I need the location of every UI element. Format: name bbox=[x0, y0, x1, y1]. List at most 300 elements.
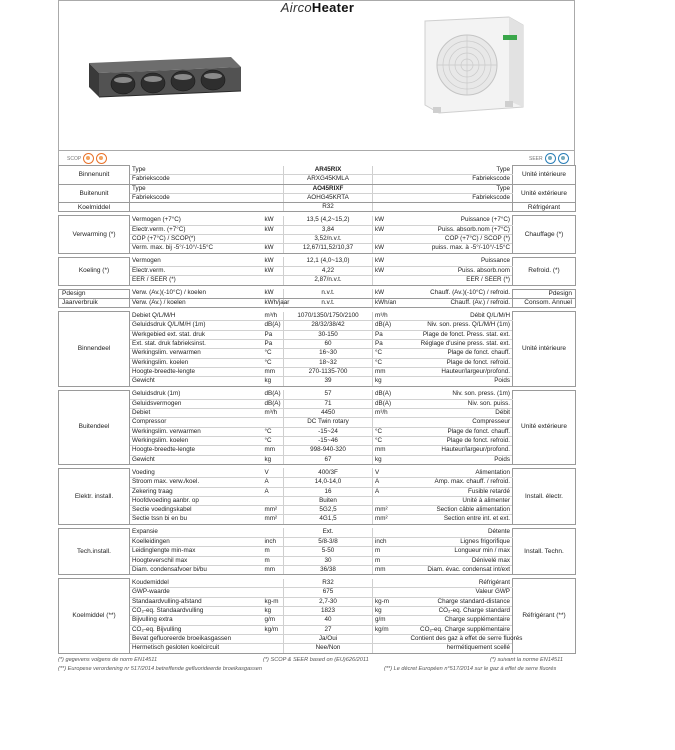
group-label-nl: Elektr. install. bbox=[59, 468, 130, 524]
param-name-nl: Hoogte-breedte-lengte bbox=[130, 446, 263, 455]
param-name-nl: Verm. max. bij -5°/-10°/-15°C bbox=[130, 244, 263, 253]
spec-row bbox=[59, 257, 576, 266]
spec-row bbox=[59, 579, 576, 588]
spec-row bbox=[59, 193, 576, 202]
unit-right: dB(A) bbox=[373, 390, 409, 399]
spec-row bbox=[59, 616, 576, 625]
footnote-1: (*) gegevens volgens de norm EN14511 bbox=[58, 657, 158, 663]
unit-right bbox=[373, 235, 409, 244]
param-name-nl: Compressor bbox=[130, 418, 263, 427]
unit-left: mm bbox=[263, 367, 284, 376]
param-name-fr: Puiss. absorb.nom (+7°C) bbox=[409, 225, 513, 234]
brand-part-1: Airco bbox=[280, 0, 312, 15]
param-name-fr: Charge standard-distance bbox=[409, 597, 513, 606]
value: 60 bbox=[284, 340, 373, 349]
param-name-fr: Plage de fonct. chauff. bbox=[409, 427, 513, 436]
group-label-nl: Jaarverbruik bbox=[59, 298, 130, 307]
param-name-nl: Werkingslim. verwarmen bbox=[130, 349, 263, 358]
group-label-fr: Unité intérieure bbox=[513, 166, 576, 185]
unit-right: V bbox=[373, 468, 409, 477]
param-name-fr: Contient des gaz à effet de serre fluorés bbox=[410, 634, 523, 642]
spec-row bbox=[59, 244, 576, 253]
param-name-nl: CO₂-eq. Bijvulling bbox=[130, 625, 263, 634]
spec-row bbox=[59, 418, 576, 427]
value: AR45RIX bbox=[284, 166, 373, 175]
param-name-nl: Leidinglengte min-max bbox=[130, 547, 263, 556]
unit-left: A bbox=[263, 478, 284, 487]
footnote-3: (*) suivant la norme EN14511 bbox=[490, 657, 563, 663]
group-label-fr: Pdesign bbox=[513, 289, 576, 298]
param-name-nl: Diam. condensafvoer bi/bu bbox=[130, 565, 263, 574]
group-label-fr: Consom. Annuel bbox=[513, 298, 576, 307]
unit-right bbox=[373, 175, 409, 184]
spec-row bbox=[59, 377, 576, 386]
unit-left bbox=[263, 644, 284, 653]
param-name-fr: Chauff. (Av.) / refroid. bbox=[409, 298, 513, 307]
spec-row bbox=[59, 427, 576, 436]
unit-right: m³/h bbox=[373, 312, 409, 321]
value: 4G1,5 bbox=[284, 515, 373, 524]
unit-left: kW bbox=[263, 225, 284, 234]
unit-left: g/m bbox=[263, 616, 284, 625]
group-label-nl: Pdesign bbox=[59, 289, 130, 298]
spec-row bbox=[59, 556, 576, 565]
param-name-nl: Geluidsdruk Q/L/M/H (1m) bbox=[130, 321, 263, 330]
param-name-nl: Ext. stat. druk fabrieksinst. bbox=[130, 340, 263, 349]
value: 3,84 bbox=[284, 225, 373, 234]
unit-right: °C bbox=[373, 437, 409, 446]
param-name-nl: Electr.verm. (+7°C) bbox=[130, 225, 263, 234]
seer-badge: SEER bbox=[529, 153, 569, 164]
spec-row bbox=[59, 349, 576, 358]
param-name-nl: Sectie voedingskabel bbox=[130, 506, 263, 515]
unit-left bbox=[263, 276, 284, 285]
spec-row bbox=[59, 455, 576, 464]
param-name-fr: EER / SEER (*) bbox=[409, 276, 513, 285]
param-name-nl: COP (+7°C) / SCOP(*) bbox=[130, 235, 263, 244]
value: 14,0-14,0 bbox=[284, 478, 373, 487]
footnote-5: (**) Le décret Européen n°517/2014 sur le gaz à effet de serre fluorés bbox=[384, 666, 557, 672]
unit-left bbox=[263, 193, 284, 202]
unit-left: mm bbox=[263, 565, 284, 574]
param-name-fr: Niv. son. puiss. bbox=[409, 399, 513, 408]
group-label-nl: Buitenunit bbox=[59, 184, 130, 203]
param-name-fr: Diam. évac. condensat int/ext bbox=[409, 565, 513, 574]
unit-left: dB(A) bbox=[263, 399, 284, 408]
param-name-fr: CO₂-eq. Charge standard bbox=[409, 607, 513, 616]
unit-left bbox=[263, 579, 284, 588]
scop-badge: SCOP bbox=[67, 153, 107, 164]
spec-row bbox=[59, 547, 576, 556]
param-name-fr: Poids bbox=[409, 455, 513, 464]
param-name-fr: Compresseur bbox=[409, 418, 513, 427]
param-name-nl: Fabriekscode bbox=[130, 193, 263, 202]
unit-right: kg bbox=[373, 455, 409, 464]
group-label-nl: Koelmiddel bbox=[59, 203, 130, 212]
value: 71 bbox=[284, 399, 373, 408]
param-name-fr: Puiss. absorb.nom bbox=[409, 266, 513, 275]
product-header bbox=[58, 0, 575, 150]
param-name-fr: Puissance bbox=[409, 257, 513, 266]
value: 4450 bbox=[284, 409, 373, 418]
spec-row bbox=[59, 276, 576, 285]
unit-left: Pa bbox=[263, 340, 284, 349]
unit-right: m bbox=[373, 547, 409, 556]
unit-right bbox=[373, 579, 409, 588]
unit-right bbox=[373, 276, 409, 285]
param-name-nl: Debiet bbox=[130, 409, 263, 418]
value: 5/8-3/8 bbox=[284, 537, 373, 546]
group-label-nl: Verwarming (*) bbox=[59, 216, 130, 253]
group-label-fr: Refroid. (*) bbox=[513, 257, 576, 285]
unit-right: kg bbox=[373, 607, 409, 616]
group-label-fr: Chauffage (*) bbox=[513, 216, 576, 253]
brand-logo bbox=[59, 0, 576, 15]
value: -15~46 bbox=[284, 437, 373, 446]
unit-right: °C bbox=[373, 427, 409, 436]
unit-left: kg-m bbox=[263, 597, 284, 606]
value: 270-1135-700 bbox=[284, 367, 373, 376]
unit-left: kW bbox=[263, 266, 284, 275]
unit-left: m³/h bbox=[263, 312, 284, 321]
spec-row bbox=[59, 298, 576, 307]
unit-left bbox=[263, 184, 284, 193]
param-name-fr: Charge supplémentaire bbox=[409, 616, 513, 625]
param-name-nl: Gewicht bbox=[130, 377, 263, 386]
param-name-nl: Werkingslim. koelen bbox=[130, 358, 263, 367]
spec-row bbox=[59, 203, 576, 212]
param-name-nl: Electr.verm. bbox=[130, 266, 263, 275]
param-name-fr: Niv. son. press. (1m) bbox=[409, 390, 513, 399]
spec-row bbox=[59, 399, 576, 408]
value: R32 bbox=[284, 203, 373, 212]
unit-right: Pa bbox=[373, 340, 409, 349]
unit-left: m bbox=[263, 547, 284, 556]
param-name-nl: Hermetisch gesloten koelcircuit bbox=[130, 644, 263, 653]
group-label-fr: Install. Techn. bbox=[513, 528, 576, 574]
unit-right bbox=[373, 418, 409, 427]
unit-left: mm² bbox=[263, 515, 284, 524]
unit-left bbox=[263, 634, 284, 643]
unit-left bbox=[263, 166, 284, 175]
value: Buiten bbox=[284, 496, 373, 505]
indoor-unit-image bbox=[81, 53, 246, 101]
value: 67 bbox=[284, 455, 373, 464]
unit-left: V bbox=[263, 468, 284, 477]
spec-row bbox=[59, 330, 576, 339]
param-name-nl: Werkingslim. koelen bbox=[130, 437, 263, 446]
unit-right bbox=[373, 588, 409, 597]
unit-left: kW bbox=[263, 244, 284, 253]
unit-right bbox=[373, 193, 409, 202]
unit-right: °C bbox=[373, 358, 409, 367]
unit-left bbox=[263, 175, 284, 184]
param-name-nl: Bijvulling extra bbox=[130, 616, 263, 625]
unit-right: kW bbox=[373, 266, 409, 275]
value: 1823 bbox=[284, 607, 373, 616]
unit-right: mm² bbox=[373, 506, 409, 515]
param-name-nl: Voeding bbox=[130, 468, 263, 477]
param-name-nl: Werkgebied ext. stat. druk bbox=[130, 330, 263, 339]
spec-row bbox=[59, 634, 576, 643]
spec-row bbox=[59, 175, 576, 184]
unit-right: dB(A) bbox=[373, 321, 409, 330]
value: 16~30 bbox=[284, 349, 373, 358]
group-label-nl: Koelmiddel (**) bbox=[59, 579, 130, 653]
unit-left: °C bbox=[263, 437, 284, 446]
param-name-fr: Amp. max. chauff. / refroid. bbox=[409, 478, 513, 487]
spec-row bbox=[59, 312, 576, 321]
unit-right bbox=[373, 496, 409, 505]
spec-row bbox=[59, 390, 576, 399]
value: n.v.t. bbox=[284, 298, 373, 307]
seer-icon bbox=[545, 153, 556, 164]
param-name-nl: Bevat gefluoreerde broeikasgassen bbox=[130, 634, 263, 643]
value: 13,5 (4,2~15,2) bbox=[284, 216, 373, 225]
unit-left: m³/h bbox=[263, 409, 284, 418]
scop-level-icon bbox=[96, 153, 107, 164]
brand-part-2: Heater bbox=[311, 0, 355, 15]
spec-row bbox=[59, 478, 576, 487]
group-label-nl: Binnenunit bbox=[59, 166, 130, 185]
spec-row bbox=[59, 597, 576, 606]
unit-left: kW bbox=[263, 289, 284, 298]
unit-right: A bbox=[373, 478, 409, 487]
param-name-nl: Type bbox=[130, 166, 263, 175]
value: 675 bbox=[284, 588, 373, 597]
seer-level-icon bbox=[558, 153, 569, 164]
param-name-nl bbox=[130, 203, 263, 212]
spec-row bbox=[59, 409, 576, 418]
spec-row bbox=[59, 216, 576, 225]
param-name-fr: Section entre int. et ext. bbox=[409, 515, 513, 524]
value: 28/32/38/42 bbox=[284, 321, 373, 330]
scop-icon bbox=[83, 153, 94, 164]
value: 5G2,5 bbox=[284, 506, 373, 515]
spec-row bbox=[59, 437, 576, 446]
param-name-fr: Fabriekscode bbox=[409, 193, 513, 202]
spec-row bbox=[59, 184, 576, 193]
unit-right: kW bbox=[373, 225, 409, 234]
spec-row bbox=[59, 266, 576, 275]
unit-left: kW bbox=[263, 216, 284, 225]
unit-right: kWh/an bbox=[373, 298, 409, 307]
param-name-nl: Debiet Q/L/M/H bbox=[130, 312, 263, 321]
param-name-fr: Débit Q/L/M/H bbox=[409, 312, 513, 321]
value: 998-940-320 bbox=[284, 446, 373, 455]
unit-right bbox=[373, 528, 409, 537]
param-name-nl: Fabriekscode bbox=[130, 175, 263, 184]
unit-right: inch bbox=[373, 537, 409, 546]
param-name-fr: Dénivelé max bbox=[409, 556, 513, 565]
spec-row bbox=[59, 235, 576, 244]
param-name-nl: Geluidsvermogen bbox=[130, 399, 263, 408]
spec-sheet bbox=[58, 0, 575, 672]
unit-right: A bbox=[373, 487, 409, 496]
spec-row bbox=[59, 496, 576, 505]
footnote-2: (*) SCOP & SEER based on (EU)626/2011 bbox=[263, 657, 369, 663]
param-name-fr bbox=[409, 203, 513, 212]
value: 39 bbox=[284, 377, 373, 386]
value: Ext. bbox=[284, 528, 373, 537]
group-label-fr: Unité intérieure bbox=[513, 312, 576, 386]
value: 3,52/n.v.t. bbox=[284, 235, 373, 244]
param-name-fr: puiss. max. à -5°/-10°/-15°C bbox=[409, 244, 513, 253]
spec-row bbox=[59, 367, 576, 376]
group-label-nl: Koeling (*) bbox=[59, 257, 130, 285]
spec-row bbox=[59, 565, 576, 574]
param-name-nl: GWP-waarde bbox=[130, 588, 263, 597]
unit-right: m bbox=[373, 556, 409, 565]
param-name-nl: Zekering traag bbox=[130, 487, 263, 496]
unit-right: °C bbox=[373, 349, 409, 358]
param-name-fr: Lignes frigorifique bbox=[409, 537, 513, 546]
value: 12,67/11,52/10,37 bbox=[284, 244, 373, 253]
param-name-fr: Fabriekscode bbox=[409, 175, 513, 184]
unit-right: mm bbox=[373, 446, 409, 455]
value: DC Twin rotary bbox=[284, 418, 373, 427]
param-name-fr: Poids bbox=[409, 377, 513, 386]
unit-right: m³/h bbox=[373, 409, 409, 418]
spec-row bbox=[59, 358, 576, 367]
group-label-fr: Réfrigérant (**) bbox=[513, 579, 576, 653]
group-label-nl: Binnendeel bbox=[59, 312, 130, 386]
unit-left: kg bbox=[263, 377, 284, 386]
param-name-nl: EER / SEER (*) bbox=[130, 276, 263, 285]
param-name-fr: Réfrigérant bbox=[409, 579, 513, 588]
param-name-fr: Réglage d'usine press. stat. ext. bbox=[409, 340, 513, 349]
value: 40 bbox=[284, 616, 373, 625]
unit-left: mm² bbox=[263, 506, 284, 515]
param-name-nl: Hoogte-breedte-lengte bbox=[130, 367, 263, 376]
spec-row bbox=[59, 225, 576, 234]
param-name-nl: Vermogen (+7°C) bbox=[130, 216, 263, 225]
unit-right bbox=[373, 203, 409, 212]
param-name-fr: COP (+7°C) / SCOP (*) bbox=[409, 235, 513, 244]
unit-left: Pa bbox=[263, 330, 284, 339]
param-name-fr: hermétiquement scellé bbox=[409, 644, 513, 653]
unit-left: °C bbox=[263, 358, 284, 367]
value: 12,1 (4,0~13,0) bbox=[284, 257, 373, 266]
unit-right: kg/m bbox=[373, 625, 409, 634]
value: ARXG45KMLA bbox=[284, 175, 373, 184]
unit-right: kW bbox=[373, 216, 409, 225]
unit-right: dB(A) bbox=[373, 399, 409, 408]
param-name-nl: Stroom max. verw./koel. bbox=[130, 478, 263, 487]
unit-right bbox=[373, 644, 409, 653]
unit-left: kg/m bbox=[263, 625, 284, 634]
unit-left: mm bbox=[263, 446, 284, 455]
unit-right: mm² bbox=[373, 515, 409, 524]
param-name-nl: CO₂-eq. Standaardvulling bbox=[130, 607, 263, 616]
unit-left bbox=[263, 528, 284, 537]
unit-left bbox=[263, 235, 284, 244]
param-name-nl: Vermogen bbox=[130, 257, 263, 266]
spec-table bbox=[58, 165, 576, 654]
energy-badges bbox=[58, 150, 575, 165]
param-name-fr: Longueur min / max bbox=[409, 547, 513, 556]
unit-right: g/m bbox=[373, 616, 409, 625]
unit-left: kW bbox=[263, 257, 284, 266]
unit-left: kg bbox=[263, 455, 284, 464]
param-name-fr: Section câble alimentation bbox=[409, 506, 513, 515]
spec-row bbox=[59, 515, 576, 524]
param-name-nl: Koudemiddel bbox=[130, 579, 263, 588]
spec-row bbox=[59, 468, 576, 477]
param-name-nl: Standaardvulling-afstand bbox=[130, 597, 263, 606]
value: 16 bbox=[284, 487, 373, 496]
value: 400/3F bbox=[284, 468, 373, 477]
group-label-fr: Unité extérieure bbox=[513, 390, 576, 464]
spec-row bbox=[59, 487, 576, 496]
value: AOHG45KRTA bbox=[284, 193, 373, 202]
spec-row bbox=[59, 506, 576, 515]
param-name-nl: Geluidsdruk (1m) bbox=[130, 390, 263, 399]
value: 1070/1350/1750/2100 bbox=[284, 312, 373, 321]
group-label-nl: Buitendeel bbox=[59, 390, 130, 464]
unit-right bbox=[373, 634, 409, 643]
param-name-nl: Hoofdvoeding aanbr. op bbox=[130, 496, 263, 505]
unit-left bbox=[263, 588, 284, 597]
spec-row bbox=[59, 321, 576, 330]
spec-row bbox=[59, 340, 576, 349]
param-name-nl: Gewicht bbox=[130, 455, 263, 464]
unit-left: kWh/jaar bbox=[264, 298, 290, 306]
value: 30-150 bbox=[284, 330, 373, 339]
unit-right: kW bbox=[373, 257, 409, 266]
unit-right: kg bbox=[373, 377, 409, 386]
unit-right: kW bbox=[373, 289, 409, 298]
param-name-fr: Unité à alimenter bbox=[409, 496, 513, 505]
param-name-nl: Expansie bbox=[130, 528, 263, 537]
value: 18~32 bbox=[284, 358, 373, 367]
footnote-4: (**) Europese verordening nr 517/2014 betreffende gefluorideerde broeikasgassen bbox=[58, 666, 262, 672]
param-name-nl: Werkingslim. verwarmen bbox=[130, 427, 263, 436]
param-name-fr: Plage de fonct. refroid. bbox=[409, 437, 513, 446]
param-name-fr: Fusible retardé bbox=[409, 487, 513, 496]
unit-left: °C bbox=[263, 427, 284, 436]
param-name-nl: Verw. (Av.) / koelen bbox=[130, 298, 263, 307]
value: 27 bbox=[284, 625, 373, 634]
value: -15~24 bbox=[284, 427, 373, 436]
param-name-fr: Niv. son. press. Q/L/M/H (1m) bbox=[409, 321, 513, 330]
unit-left: dB(A) bbox=[263, 321, 284, 330]
value: 57 bbox=[284, 390, 373, 399]
spec-row bbox=[59, 446, 576, 455]
spec-row bbox=[59, 644, 576, 653]
param-name-fr: Alimentation bbox=[409, 468, 513, 477]
unit-left: inch bbox=[263, 537, 284, 546]
param-name-fr: Hauteur/largeur/profond. bbox=[409, 367, 513, 376]
unit-right bbox=[373, 184, 409, 193]
value: 2,7-30 bbox=[284, 597, 373, 606]
value: Ja/Oui bbox=[284, 634, 373, 643]
value: AO45RIXF bbox=[284, 184, 373, 193]
param-name-fr: Type bbox=[409, 166, 513, 175]
value: 30 bbox=[284, 556, 373, 565]
unit-right: mm bbox=[373, 367, 409, 376]
value: 4,22 bbox=[284, 266, 373, 275]
value: n.v.t. bbox=[284, 289, 373, 298]
param-name-fr: Débit bbox=[409, 409, 513, 418]
param-name-nl: Sectie tssn bi en bu bbox=[130, 515, 263, 524]
param-name-fr: Valeur GWP bbox=[409, 588, 513, 597]
value: Nee/Non bbox=[284, 644, 373, 653]
param-name-fr: Chauff. (Av.)(-10°C) / refroid. bbox=[409, 289, 513, 298]
param-name-nl: Hoogteverschil max bbox=[130, 556, 263, 565]
param-name-fr: Puissance (+7°C) bbox=[409, 216, 513, 225]
unit-right bbox=[373, 166, 409, 175]
